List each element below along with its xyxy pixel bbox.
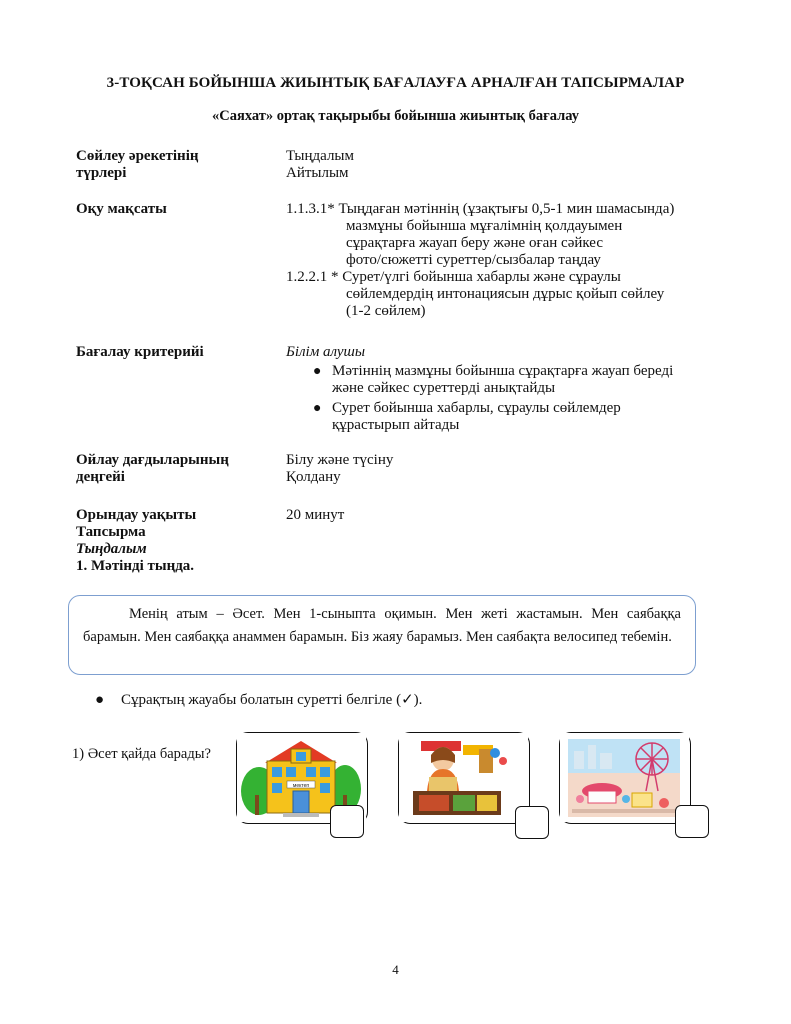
- time-block: [76, 507, 296, 575]
- criteria-bullet: [286, 400, 711, 434]
- task-heading: Тапсырма: [76, 524, 146, 540]
- thinking-label: [76, 452, 286, 486]
- goal-line: 1.2.2.1 * Сурет/үлгі бойынша хабарлы және сұраулы: [286, 269, 621, 285]
- thinking-level: Қолдану: [286, 469, 341, 485]
- criteria-row: [76, 344, 716, 434]
- shop-icon: [399, 733, 528, 822]
- goal-line: сұрақтарға жауап беру және оған сәйкес: [346, 235, 603, 251]
- learning-goal-value: [286, 201, 711, 320]
- page-subtitle: «Саяхат» ортақ тақырыбы бойынша жиынтық бағалау: [212, 108, 579, 124]
- speech-types-label: [76, 148, 286, 182]
- thinking-value: [286, 452, 711, 486]
- exercise-heading: 1. Мәтінді тыңда.: [76, 558, 195, 574]
- answer-checkbox-school[interactable]: [330, 805, 364, 838]
- goal-line: (1-2 сөйлем): [346, 303, 426, 319]
- page-number: 4: [392, 962, 399, 977]
- instruction: [95, 690, 422, 709]
- time-value: 20 минут: [286, 507, 345, 523]
- bullet-icon: ●: [313, 401, 322, 416]
- page-title: 3-ТОҚСАН БОЙЫНША ЖИЫНТЫҚ БАҒАЛАУҒА АРНАЛҒАН ТАПСЫРМАЛАР: [106, 75, 685, 91]
- listening-passage: Менің атым – Әсет. Мен 1-сыныпта оқимын. Мен жеті жастамын. Мен саябаққа барамын. Мен саябаққа анаммен барамын. Біз жаяу барамыз. Мен саябақта велосипед тебемін.: [68, 595, 696, 675]
- criteria-bullet-line: Мәтіннің мазмұны бойынша сұрақтарға жауап береді: [332, 363, 674, 379]
- bullet-icon: ●: [95, 692, 105, 708]
- time-label: Орындау уақыты: [76, 507, 197, 523]
- learning-goal-label: Оқу мақсаты: [76, 201, 167, 217]
- answer-checkbox-park[interactable]: [675, 805, 709, 838]
- criteria-bullet-line: Сурет бойынша хабарлы, сұраулы сөйлемдер: [332, 400, 621, 416]
- learning-goal-row: [76, 201, 716, 321]
- thinking-row: [76, 452, 716, 486]
- time-row: [76, 507, 716, 577]
- speech-type-speaking: Айтылым: [286, 165, 349, 181]
- answer-option-shop[interactable]: [398, 732, 530, 824]
- thinking-label-line: Ойлау дағдыларының: [76, 452, 229, 468]
- answer-checkbox-shop[interactable]: [515, 806, 549, 839]
- goal-line: фото/сюжетті суреттер/сызбалар таңдау: [346, 252, 601, 268]
- thinking-label-line: деңгейі: [76, 469, 125, 485]
- criteria-bullet: [286, 363, 711, 397]
- speech-types-label-line: Сөйлеу әрекетінің: [76, 148, 199, 164]
- speech-types-row: [76, 148, 716, 182]
- speech-types-value: [286, 148, 711, 182]
- park-icon: [560, 733, 689, 822]
- criteria-bullet-line: және сәйкес суреттерді анықтайды: [332, 380, 556, 396]
- goal-line: 1.1.3.1* Тыңдаған мәтіннің (ұзақтығы 0,5-1 мин шамасында): [286, 201, 675, 217]
- learner-label: Білім алушы: [286, 344, 366, 360]
- criteria-label: Бағалау критерийі: [76, 344, 204, 360]
- goal-line: сөйлемдердің интонациясын дұрыс қойып сөйлеу: [346, 286, 665, 302]
- school-sign: мектеп: [292, 783, 310, 789]
- speech-types-label-line: түрлері: [76, 165, 127, 181]
- criteria-value: [286, 344, 711, 434]
- goal-line: мазмұны бойынша мұғалімнің қолдауымен: [346, 218, 623, 234]
- instruction-text: Сұрақтың жауабы болатын суретті белгіле (✓).: [121, 692, 423, 708]
- question-1: 1) Әсет қайда барады?: [72, 746, 211, 762]
- listening-heading: Тыңдалым: [76, 541, 147, 557]
- speech-type-listening: Тыңдалым: [286, 148, 354, 164]
- answer-option-park[interactable]: [559, 732, 691, 824]
- criteria-bullet-line: құрастырып айтады: [332, 417, 460, 433]
- thinking-level: Білу және түсіну: [286, 452, 394, 468]
- bullet-icon: ●: [313, 364, 322, 379]
